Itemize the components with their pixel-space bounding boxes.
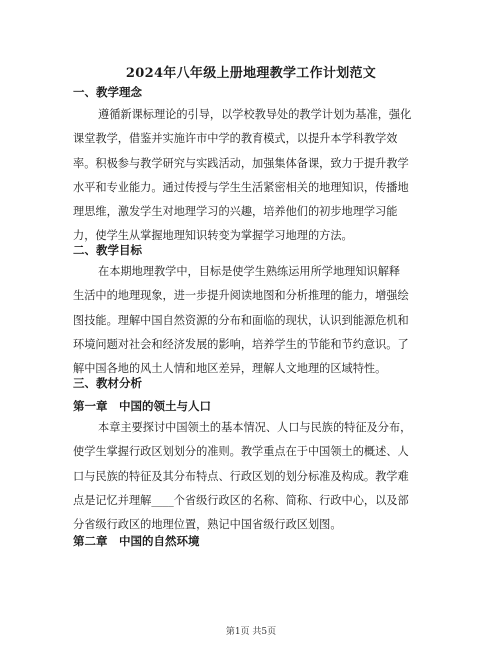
paragraph-line: 水平和专业能力。通过传授与学生生活紧密相关的地理知识，传播地 [73,180,409,194]
chapter-heading-1: 第一章 中国的领土与人口 [73,399,211,413]
paragraph-line: 使学生掌握行政区划划分的准则。教学重点在于中国领土的概述、人 [73,445,409,459]
paragraph-line: 理思维，激发学生对地理学习的兴趣，培养他们的初步地理学习能 [73,205,398,219]
paragraph-line: 率。积极参与教学研究与实践活动，加强集体备课，致力于提升教学 [73,156,409,170]
paragraph-line: 点是记忆并理解____个省级行政区的名称、简称、行政中心，以及部 [73,493,409,507]
paragraph-line: 环境问题对社会和经济发展的影响，培养学生的节能和节约意识。了 [73,337,409,351]
chapter-heading-2: 第二章 中国的自然环境 [73,534,200,548]
paragraph-line: 力，使学生从掌握地理知识转变为掌握学习地理的方法。 [73,229,353,243]
section-heading-textbook-analysis: 三、教材分析 [73,376,142,390]
paragraph-line: 分省级行政区的地理位置，熟记中国省级行政区划图。 [73,518,342,532]
paragraph-line: 课堂教学，借鉴并实施许市中学的教育模式，以提升本学科教学效 [73,132,398,146]
paragraph-line: 在本期地理教学中，目标是使学生熟练运用所学地理知识解释 [98,265,401,278]
section-heading-teaching-philosophy: 一、教学理念 [73,85,142,99]
paragraph-line: 图技能。理解中国自然资源的分布和面临的现状，认识到能源危机和 [73,313,409,327]
section-heading-teaching-goals: 二、教学目标 [73,243,142,257]
paragraph-teaching-goals [73,260,430,381]
page-footer: 第1页 共5页 [225,627,277,637]
paragraph-line: 解中国各地的风土人情和地区差异，理解人文地理的区域特性。 [73,362,387,376]
paragraph-chapter-1 [73,416,430,537]
document-title: 2024年八年级上册地理教学工作计划范文 [125,66,377,81]
paragraph-line: 本章主要探讨中国领土的基本情况、人口与民族的特征及分布， [98,421,412,434]
paragraph-teaching-philosophy [73,103,430,249]
paragraph-line: 遵循新课标理论的引导，以学校教导处的教学计划为基准，强化 [98,108,412,121]
paragraph-line: 生活中的地理现象，进一步提升阅读地图和分析推理的能力，增强绘 [73,289,409,303]
paragraph-line: 口与民族的特征及其分布特点、行政区划的划分标准及构成。教学难 [73,469,409,483]
